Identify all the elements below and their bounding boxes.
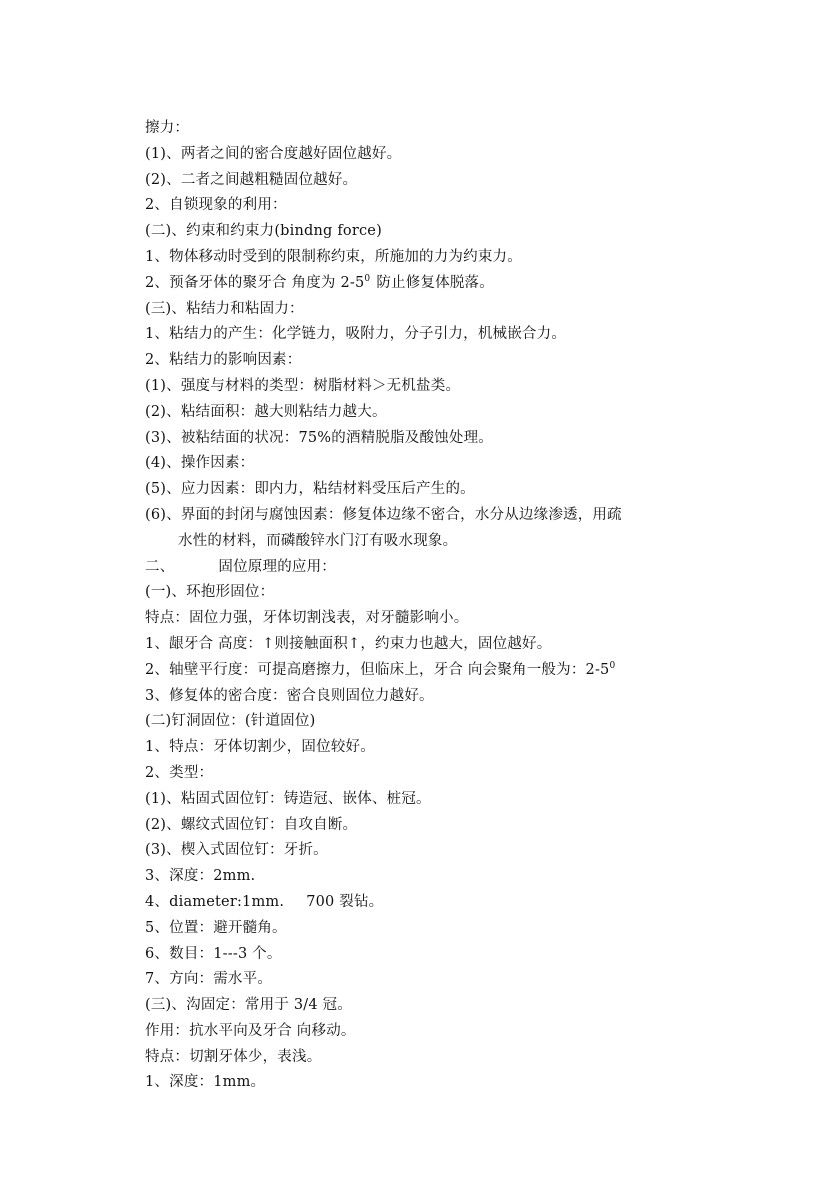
text-line: (1)、粘固式固位钉：铸造冠、嵌体、桩冠。	[145, 790, 431, 807]
text-segment: 防止修复体脱落。	[376, 274, 494, 291]
text-line: 2、粘结力的影响因素：	[145, 352, 302, 369]
text-line: 6、数目：1---3 个。	[145, 945, 282, 962]
text-segment: 2、轴壁平行度：可提高磨擦力，但临床上，牙合 向会聚角一般为：2-5	[145, 661, 610, 678]
text-line: (三)、沟固定：常用于 3/4 冠。	[145, 997, 352, 1014]
text-line: (二)、约束和约束力(bindng force)	[145, 223, 382, 240]
text-line: (3)、被粘结面的状况：75%的酒精脱脂及酸蚀处理。	[145, 429, 493, 446]
section-heading	[145, 555, 705, 581]
text-line: (2)、粘结面积：越大则粘结力越大。	[145, 403, 387, 420]
text-line: (4)、操作因素：	[145, 455, 255, 472]
degree-superscript: 0	[609, 660, 616, 671]
text-line: 2、类型：	[145, 764, 214, 781]
document-body	[145, 116, 705, 1096]
text-line	[145, 890, 705, 916]
text-line: 3、修复体的密合度：密合良则固位力越好。	[145, 687, 434, 704]
text-line: 1、深度：1mm。	[145, 1074, 266, 1091]
degree-superscript: 0	[364, 273, 371, 284]
text-line: 1、物体移动时受到的限制称约束，所施加的力为约束力。	[145, 248, 522, 265]
text-line: 7、方向：需水平。	[145, 971, 273, 988]
text-line: (一)、环抱形固位：	[145, 584, 275, 601]
text-line: 作用：抗水平向及牙合 向移动。	[145, 1022, 356, 1039]
text-segment: 700 裂钻。	[306, 893, 384, 910]
text-line: 2、自锁现象的利用：	[145, 197, 287, 214]
text-line: (1)、两者之间的密合度越好固位越好。	[145, 145, 402, 162]
text-line-continuation: 水性的材料，而磷酸锌水门汀有吸水现象。	[178, 532, 458, 549]
text-line: 1、粘结力的产生：化学链力，吸附力，分子引力，机械嵌合力。	[145, 326, 567, 343]
text-line: (2)、二者之间越粗糙固位越好。	[145, 171, 358, 188]
text-line: (1)、强度与材料的类型：树脂材料＞无机盐类。	[145, 377, 461, 394]
text-line: 3、深度：2mm.	[145, 868, 256, 885]
text-line: (5)、应力因素：即内力，粘结材料受压后产生的。	[145, 481, 475, 498]
text-line: 擦力：	[145, 120, 190, 136]
text-segment: 2、预备牙体的聚牙合 角度为 2-5	[145, 274, 365, 291]
text-line: 1、特点：牙体切割少，固位较好。	[145, 739, 375, 756]
text-line	[145, 271, 705, 297]
text-line: (6)、界面的封闭与腐蚀因素：修复体边缘不密合，水分从边缘渗透，用疏	[145, 506, 622, 523]
section-number: 二、	[145, 558, 175, 575]
text-line	[145, 658, 705, 684]
text-line: 5、位置：避开髓角。	[145, 919, 287, 936]
text-line: (2)、螺纹式固位钉：自攻自断。	[145, 816, 358, 833]
text-segment: 4、diameter:1mm.	[145, 893, 285, 910]
section-title: 固位原理的应用：	[218, 558, 337, 575]
text-line: (3)、楔入式固位钉：牙折。	[145, 842, 328, 859]
text-line: (二)钉洞固位：(针道固位)	[145, 713, 316, 730]
text-line: 特点：固位力强，牙体切割浅表，对牙髓影响小。	[145, 610, 469, 627]
text-line: (三)、粘结力和粘固力：	[145, 300, 304, 317]
text-line: 特点：切割牙体少，表浅。	[145, 1048, 322, 1065]
text-line: 1、龈牙合 高度：↑则接触面积↑，约束力也越大，固位越好。	[145, 635, 552, 652]
